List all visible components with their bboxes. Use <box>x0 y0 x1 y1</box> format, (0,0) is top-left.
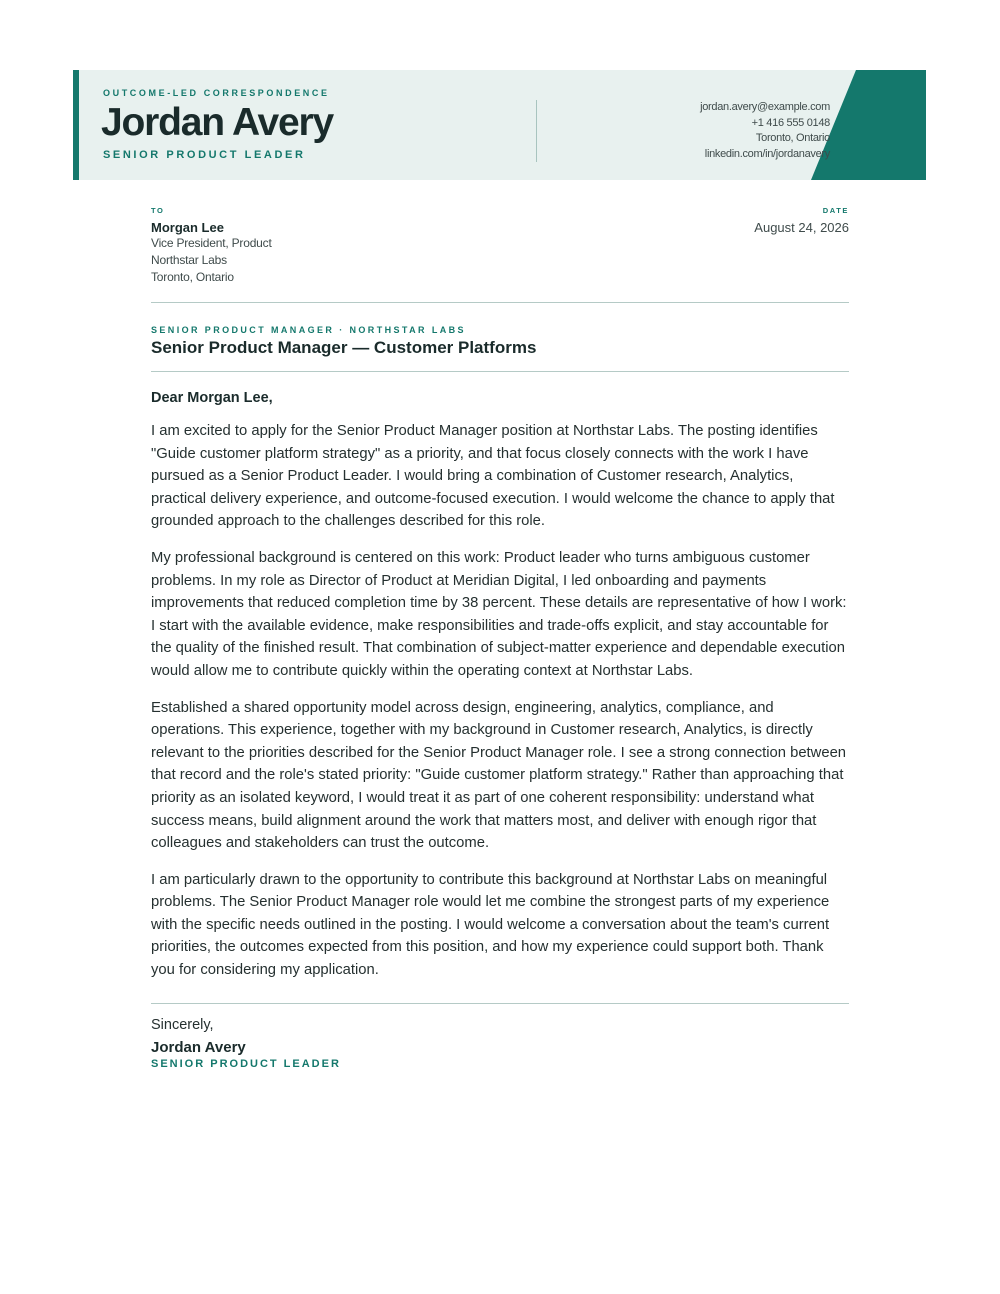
contact-block <box>700 100 830 162</box>
to-label: TO <box>151 206 165 215</box>
recipient-location: Toronto, Ontario <box>151 270 234 284</box>
paragraph: My professional background is centered on this work: Product leader who turns ambiguous customer problems. In my role as Director of Product at Meridian Digital, I led onboarding and payments improvements that reduced completion time by 38 percent. These details are representative of how I work: I start with the available evidence, make responsibilities and trade-offs explicit, and stay accountable for the quality of the finished result. That combination of subject-matter experience and dependable execution would allow me to contribute quickly within the operating context at Northstar Labs. <box>151 549 847 679</box>
recipient-company: Northstar Labs <box>151 253 227 267</box>
signature-name: Jordan Avery <box>151 1038 246 1056</box>
paragraph: I am excited to apply for the Senior Product Manager position at Northstar Labs. The posting identifies "Guide customer platform strategy" as a priority, and that focus closely connects with the work I have pursued as a Senior Product Leader. I would bring a combination of Customer research, Analytics, practical delivery experience, and outcome-focused execution. I would welcome the chance to apply that grounded approach to the challenges described for this role. <box>151 423 835 530</box>
accent-rule <box>73 70 79 180</box>
address-block <box>151 206 849 292</box>
date-label: DATE <box>822 206 849 215</box>
paragraph: Established a shared opportunity model across design, engineering, analytics, compliance, and operations. This experience, together with my background in Customer research, Analytics, is directly relevant to the priorities described for the Senior Product Manager role. I see a strong connection between that record and the role's stated priority: "Guide customer platform strategy." Rather than approaching that priority as an isolated keyword, I would treat it as part of one coherent responsibility: understand what success means, build alignment around the work that matters most, and deliver with enough rigor that colleagues and stakeholders can trust the outcome. <box>151 699 847 852</box>
signoff: Sincerely, <box>151 1016 214 1033</box>
salutation: Dear Morgan Lee, <box>151 390 273 406</box>
divider <box>151 371 849 372</box>
contact-location: Toronto, Ontario <box>755 132 830 144</box>
letterhead <box>73 70 926 180</box>
sender-title: SENIOR PRODUCT LEADER <box>103 149 306 161</box>
date-block <box>754 206 849 235</box>
recipient-block <box>151 206 272 286</box>
letterhead-kicker: OUTCOME-LED CORRESPONDENCE <box>103 88 330 98</box>
letter-date: August 24, 2026 <box>754 220 849 235</box>
letter-body <box>151 206 849 1070</box>
recipient-name: Morgan Lee <box>151 220 224 235</box>
paragraph: I am particularly drawn to the opportunity to contribute this background at Northstar Labs on meaningful problems. The Senior Product Manager role would let me combine the strongest parts of my experience with the specific needs outlined in the posting. I would welcome a conversation about the team's current priorities, the outcomes expected from this position, and how my experience could support both. Thank you for considering my application. <box>151 871 830 979</box>
subject-line: Senior Product Manager — Customer Platforms <box>151 338 537 357</box>
header-divider <box>536 100 537 162</box>
signature-title: SENIOR PRODUCT LEADER <box>151 1057 341 1070</box>
recipient-title: Vice President, Product <box>151 236 272 250</box>
contact-email[interactable]: jordan.avery@example.com <box>700 101 830 113</box>
subject-block <box>151 303 849 371</box>
subject-kicker: SENIOR PRODUCT MANAGER · NORTHSTAR LABS <box>151 325 466 335</box>
contact-phone: +1 416 555 0148 <box>751 116 830 129</box>
contact-linkedin[interactable]: linkedin.com/in/jordanavery <box>704 147 830 160</box>
divider <box>151 1003 849 1004</box>
sender-name: Jordan Avery <box>101 101 333 144</box>
